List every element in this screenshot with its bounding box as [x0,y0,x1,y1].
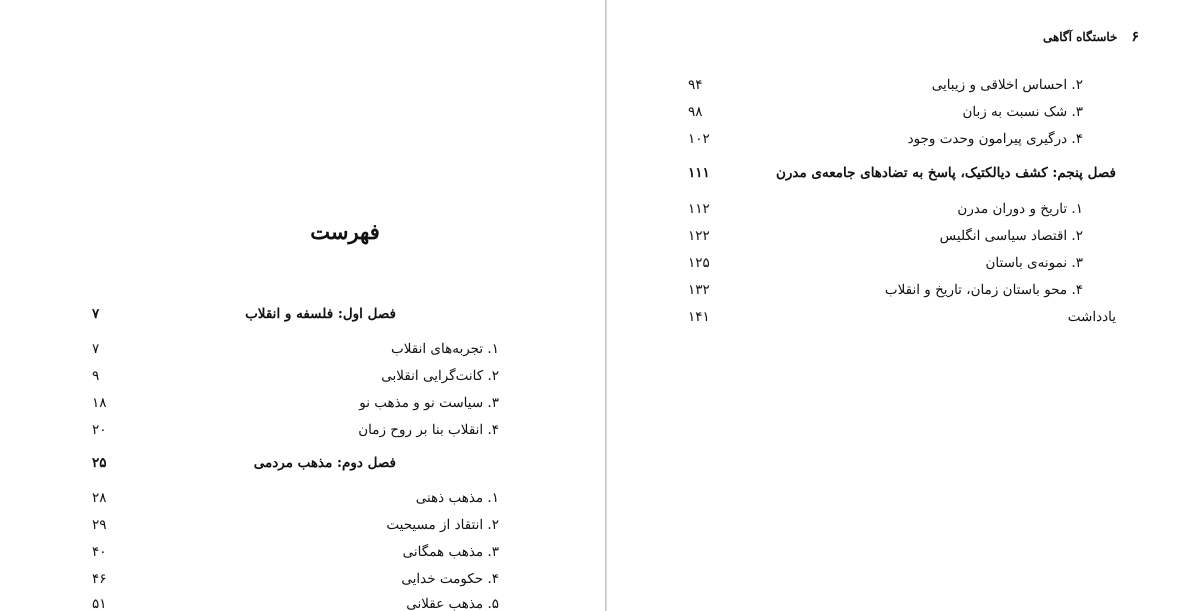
toc-entry-page: ۱۲۵ [688,255,710,271]
toc-entry-page: ۵۱ [92,596,107,611]
toc-entry-text: ۲. انتقاد از مسیحیت [386,517,499,533]
toc-entry-page: ۱۳۲ [688,282,710,298]
toc-entry-page: ۱۱۱ [688,165,710,181]
toc-entry-text: ۱. تاریخ و دوران مدرن [957,201,1083,217]
toc-entry-page: ۲۹ [92,517,107,533]
toc-entry-page: ۹ [92,368,100,384]
toc-entry-page: ۴۰ [92,544,107,560]
toc-entry-page: ۹۴ [688,77,703,93]
toc-entry-page: ۱۸ [92,395,107,411]
toc-entry-text: ۴. انقلاب بنا بر روح زمان [358,422,499,438]
toc-entry-text: ۱. تجربه‌های انقلاب [391,341,499,357]
toc-entry-page: ۷ [92,306,100,322]
toc-entry-text: ۳. شک نسبت به زبان [962,104,1083,120]
toc-title: فهرست [310,219,380,244]
toc-entry-text: فصل اول: فلسفه و انقلاب [245,306,396,322]
right-page [607,0,1191,611]
toc-entry-page: ۱۰۲ [688,131,710,147]
toc-entry-text: ۳. نمونه‌ی باستان [985,255,1083,271]
book-title: خاستگاه آگاهی [1042,30,1118,44]
running-head [1043,27,1139,47]
toc-entry-page: ۲۰ [92,422,107,438]
toc-entry-text: ۵. مذهب عقلانی [406,596,499,611]
page-number: ۶ [1131,29,1139,45]
toc-entry-text: فصل پنجم: کشف دیالکتیک، پاسخ به تضادهای جامعه‌ی مدرن [775,165,1116,181]
toc-entry-text: فصل دوم: مذهب مردمی [253,455,396,471]
toc-entry-text: ۴. درگیری پیرامون وحدت وجود [907,131,1083,147]
toc-entry-text: ۴. حکومت خدایی [401,571,499,587]
toc-entry-page: ۲۵ [92,455,107,471]
toc-entry-page: ۱۱۲ [688,201,710,217]
toc-entry-page: ۹۸ [688,104,703,120]
toc-entry-text: ۳. مذهب همگانی [402,544,499,560]
toc-entry-page: ۱۲۲ [688,228,710,244]
toc-entry-page: ۱۴۱ [688,309,710,325]
toc-entry-page: ۲۸ [92,490,107,506]
toc-entry-text: ۴. محو باستان زمان، تاریخ و انقلاب [884,282,1083,298]
toc-entry-page: ۴۶ [92,571,107,587]
toc-entry-text: ۳. سیاست نو و مذهب نو [359,395,499,411]
toc-entry-text: یادداشت [1067,309,1116,325]
toc-entry-text: ۲. اقتصاد سیاسی انگلیس [939,228,1083,244]
toc-entry-text: ۲. کانت‌گرایی انقلابی [381,368,499,384]
toc-entry-page: ۷ [92,341,100,357]
toc-entry-text: ۱. مذهب ذهنی [415,490,499,506]
toc-entry-text: ۲. احساس اخلاقی و زیبایی [931,77,1083,93]
